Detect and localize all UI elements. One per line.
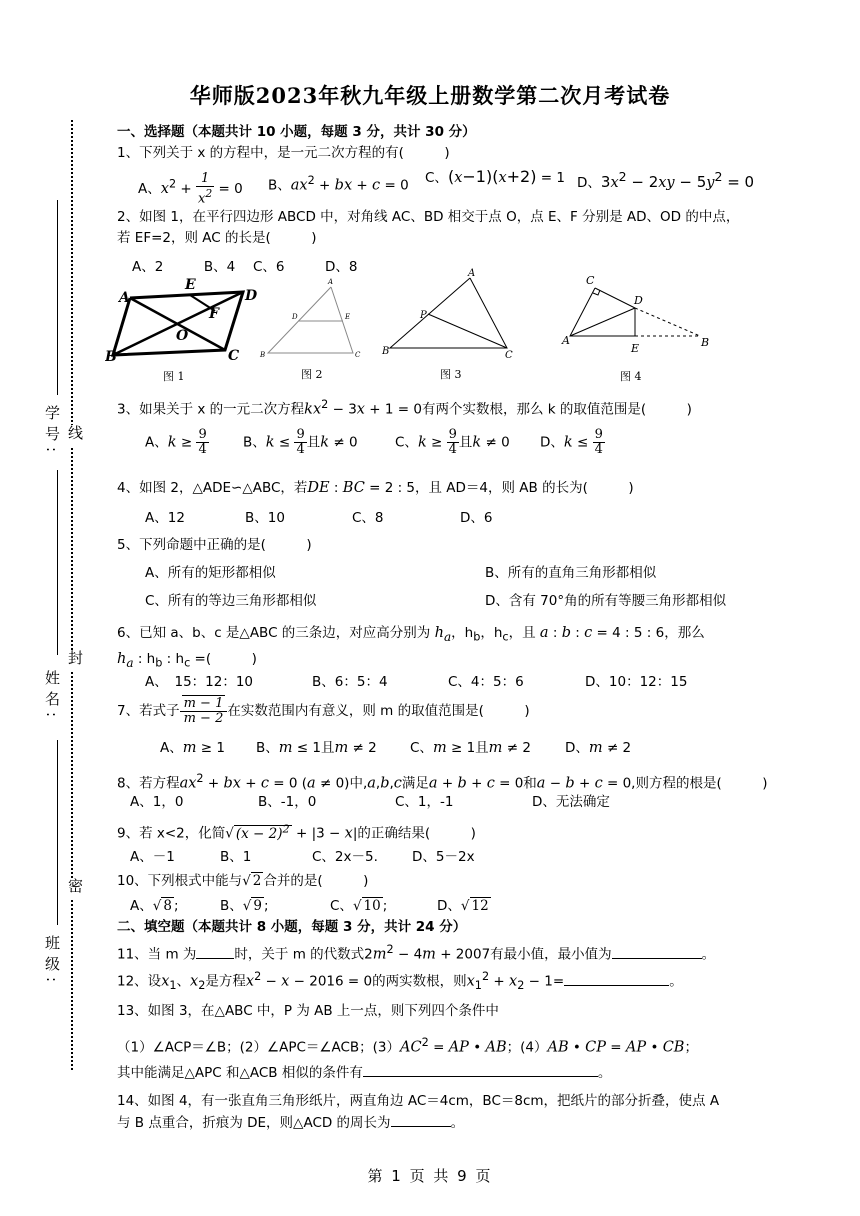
q6-option-b: B、6：5：4 bbox=[312, 674, 388, 690]
q9-option-d: D、5－2x bbox=[412, 849, 475, 865]
q14-stem-line1: 14、如图 4，有一张直角三角形纸片，两直角边 AC＝4cm，BC＝8cm，把纸片的部分折叠，使点 A bbox=[117, 1093, 720, 1109]
xian-label: 线 bbox=[66, 425, 84, 446]
q8-option-d: D、无法确定 bbox=[532, 794, 610, 810]
q3-option-d: D、k ≤ $\frac{9}{4}$ bbox=[540, 427, 603, 457]
q12-stem: 12、设$x_1$、$x_2$是方程$x^2 - x - 2016 = 0$的两实数根，则$x_1^2 + x_2 - 1=$ 。 bbox=[117, 970, 683, 993]
q6-stem: 6、已知 a、b、c 是△ABC 的三条边，对应高分别为 $h_a$，$h_b$，$h_c$，且 a : b : c = 4 : 5 : 6，那么 bbox=[117, 625, 705, 644]
xingming-blank-line bbox=[57, 470, 58, 655]
q8-option-c: C、1，-1 bbox=[395, 794, 454, 810]
q9-option-c: C、2x－5. bbox=[312, 849, 378, 865]
q7-option-b: B、m ≤ 1且m ≠ 2 bbox=[256, 740, 377, 756]
svg-text:F: F bbox=[209, 306, 219, 322]
q10-stem: 10、下列根式中能与√ 2 合并的是( ) bbox=[117, 873, 369, 889]
q4-option-d: D、6 bbox=[460, 510, 493, 526]
q5-stem: 5、下列命题中正确的是( ) bbox=[117, 537, 312, 553]
q6-stem-ratio: $h_a$ : $h_b$ : $h_c$ =( ) bbox=[117, 651, 257, 670]
q13-blank[interactable] bbox=[363, 1062, 598, 1077]
section1-header: 一、选择题（本题共计 10 小题，每题 3 分，共计 30 分） bbox=[117, 124, 476, 140]
q7-option-a: A、m ≥ 1 bbox=[160, 740, 225, 756]
svg-text:P: P bbox=[420, 310, 427, 321]
q13-question: 其中能满足△APC 和△ACB 相似的条件有 。 bbox=[117, 1062, 611, 1082]
banji-blank-line bbox=[57, 740, 58, 925]
figure-2-triangle bbox=[258, 275, 368, 363]
q2-stem-line1: 2、如图 1，在平行四边形 ABCD 中，对角线 AC、BD 相交于点 O，点 E、F 分别是 AD、OD 的中点， bbox=[117, 209, 740, 225]
q4-option-a: A、12 bbox=[145, 510, 185, 526]
q4-option-c: C、8 bbox=[352, 510, 384, 526]
figure-3-triangle bbox=[380, 266, 520, 366]
figure-4-folded-triangle bbox=[560, 268, 720, 358]
q6-option-a: A、 15：12：10 bbox=[145, 674, 254, 690]
mi-label: 密 bbox=[66, 878, 84, 899]
svg-text:A: A bbox=[328, 278, 334, 286]
q7-stem: 7、若式子 $\frac{m - 1}{m - 2}$ 在实数范围内有意义，则 m 的取值范围是( ) bbox=[117, 695, 530, 726]
q5-option-b: B、所有的直角三角形都相似 bbox=[485, 565, 657, 581]
svg-text:B: B bbox=[382, 346, 390, 357]
svg-text:C: C bbox=[355, 351, 361, 359]
q8-stem: 8、若方程$ax^2$ + bx + c = 0 (a ≠ 0)中,a,b,c满足a + b + c = 0和a − b + c = 0,则方程的根是( ) bbox=[117, 772, 768, 792]
svg-text:B: B bbox=[105, 349, 117, 365]
figure-2-caption: 图 2 bbox=[301, 368, 323, 381]
svg-text:E: E bbox=[631, 342, 640, 355]
q3-option-c: C、k ≥ $\frac{9}{4}$ 且k ≠ 0 bbox=[395, 427, 510, 457]
q10-option-b: B、√ 9 ; bbox=[220, 898, 269, 914]
q10-option-c: C、√ 10 ; bbox=[330, 898, 388, 914]
q9-option-a: A、－1 bbox=[130, 849, 175, 865]
q3-stem: 3、如果关于 x 的一元二次方程$kx^2 - 3x + 1 = 0$有两个实数根，那么 k 的取值范围是( ) bbox=[117, 398, 692, 418]
q6-option-d: D、10：12：15 bbox=[585, 674, 688, 690]
svg-text:C: C bbox=[228, 348, 240, 364]
svg-text:E: E bbox=[345, 313, 351, 321]
q3-option-b: B、k ≤ $\frac{9}{4}$ 且k ≠ 0 bbox=[243, 427, 358, 457]
binding-dotted-line bbox=[71, 120, 73, 1070]
xingming-label: 姓名: bbox=[43, 670, 61, 724]
q1-stem: 1、下列关于 x 的方程中，是一元二次方程的有( ) bbox=[117, 145, 450, 161]
q14-stem-line2: 与 B 点重合，折痕为 DE，则△ACD 的周长为 。 bbox=[117, 1112, 464, 1132]
svg-text:D: D bbox=[292, 313, 298, 321]
q1-option-d: D、$3x^2 - 2xy - 5y^2 = 0$ bbox=[577, 169, 755, 191]
q13-stem: 13、如图 3，在△ABC 中，P 为 AB 上一点，则下列四个条件中 bbox=[117, 1003, 499, 1019]
q2-stem-line2: 若 EF=2，则 AC 的长是( ) bbox=[117, 230, 317, 246]
section2-header: 二、填空题（本题共计 8 小题，每题 3 分，共计 24 分） bbox=[117, 919, 467, 935]
q7-option-d: D、m ≠ 2 bbox=[565, 740, 632, 756]
svg-text:A: A bbox=[119, 290, 130, 306]
xuehao-label: 学号: bbox=[43, 405, 61, 459]
q12-blank[interactable] bbox=[564, 971, 669, 986]
q3-option-a: A、k ≥ $\frac{9}{4}$ bbox=[145, 427, 207, 457]
q1-option-c: C、(x−1)(x+2) = 1 bbox=[425, 167, 565, 186]
svg-text:C: C bbox=[586, 274, 595, 287]
q13-conditions: （1）∠ACP＝∠B；(2）∠APC＝∠ACB；$(3)AC^2$ = AP • AB；(4）AB • CP = AP • CB； bbox=[117, 1036, 698, 1056]
q4-option-b: B、10 bbox=[245, 510, 285, 526]
q5-option-d: D、含有 70°角的所有等腰三角形都相似 bbox=[485, 593, 727, 609]
q1-option-b: B、$ax^2$ + bx + c = 0 bbox=[268, 174, 409, 194]
page-title: 华师版2023年秋九年级上册数学第二次月考试卷 bbox=[189, 83, 671, 108]
banji-label: 班级: bbox=[43, 935, 61, 989]
svg-text:O: O bbox=[176, 328, 189, 344]
svg-text:E: E bbox=[185, 278, 196, 293]
q8-option-a: A、1，0 bbox=[130, 794, 184, 810]
q5-option-c: C、所有的等边三角形都相似 bbox=[145, 593, 317, 609]
svg-text:A: A bbox=[562, 334, 570, 347]
figure-1-parallelogram bbox=[105, 278, 265, 368]
q8-option-b: B、-1，0 bbox=[258, 794, 317, 810]
svg-text:B: B bbox=[260, 351, 266, 359]
q7-option-c: C、m ≥ 1且m ≠ 2 bbox=[410, 740, 531, 756]
q1-option-a: A、$x^2$ + $\frac{1}{x^2}$ = 0 bbox=[138, 171, 243, 207]
feng-label: 封 bbox=[66, 650, 84, 671]
figure-4-caption: 图 4 bbox=[620, 370, 642, 383]
q4-stem: 4、如图 2，△ADE∽△ABC，若DE : BC = 2 : 5，且 AD＝4，则 AB 的长为( ) bbox=[117, 480, 634, 496]
svg-text:D: D bbox=[634, 294, 643, 307]
q9-stem: 9、若 x<2，化简√ $(x - 2)^2 + |3 - x|$的正确结果( ) bbox=[117, 822, 476, 842]
svg-text:C: C bbox=[505, 350, 513, 361]
page-footer: 第 1 页 共 9 页 bbox=[367, 1167, 493, 1185]
svg-text:D: D bbox=[245, 288, 258, 304]
figure-1-caption: 图 1 bbox=[163, 370, 185, 383]
figure-3-caption: 图 3 bbox=[440, 368, 462, 381]
q5-option-a: A、所有的矩形都相似 bbox=[145, 565, 276, 581]
q11-blank-2[interactable] bbox=[612, 944, 702, 959]
q14-blank[interactable] bbox=[391, 1112, 451, 1127]
xuehao-blank-line bbox=[57, 200, 58, 395]
q11-blank-1[interactable] bbox=[196, 944, 234, 959]
q11-stem: 11、当 m 为 时，关于 m 的代数式$2m^2 - 4m + 2007$有最小值，最小值为 。 bbox=[117, 943, 716, 963]
q2-options: A、2 B、4 C、6 D、8 bbox=[132, 259, 358, 275]
q6-option-c: C、4：5：6 bbox=[448, 674, 524, 690]
svg-text:B: B bbox=[701, 336, 710, 349]
svg-text:A: A bbox=[468, 268, 476, 279]
q9-option-b: B、1 bbox=[220, 849, 252, 865]
q10-option-d: D、√ 12 bbox=[437, 898, 489, 914]
q10-option-a: A、√ 8 ; bbox=[130, 898, 179, 914]
